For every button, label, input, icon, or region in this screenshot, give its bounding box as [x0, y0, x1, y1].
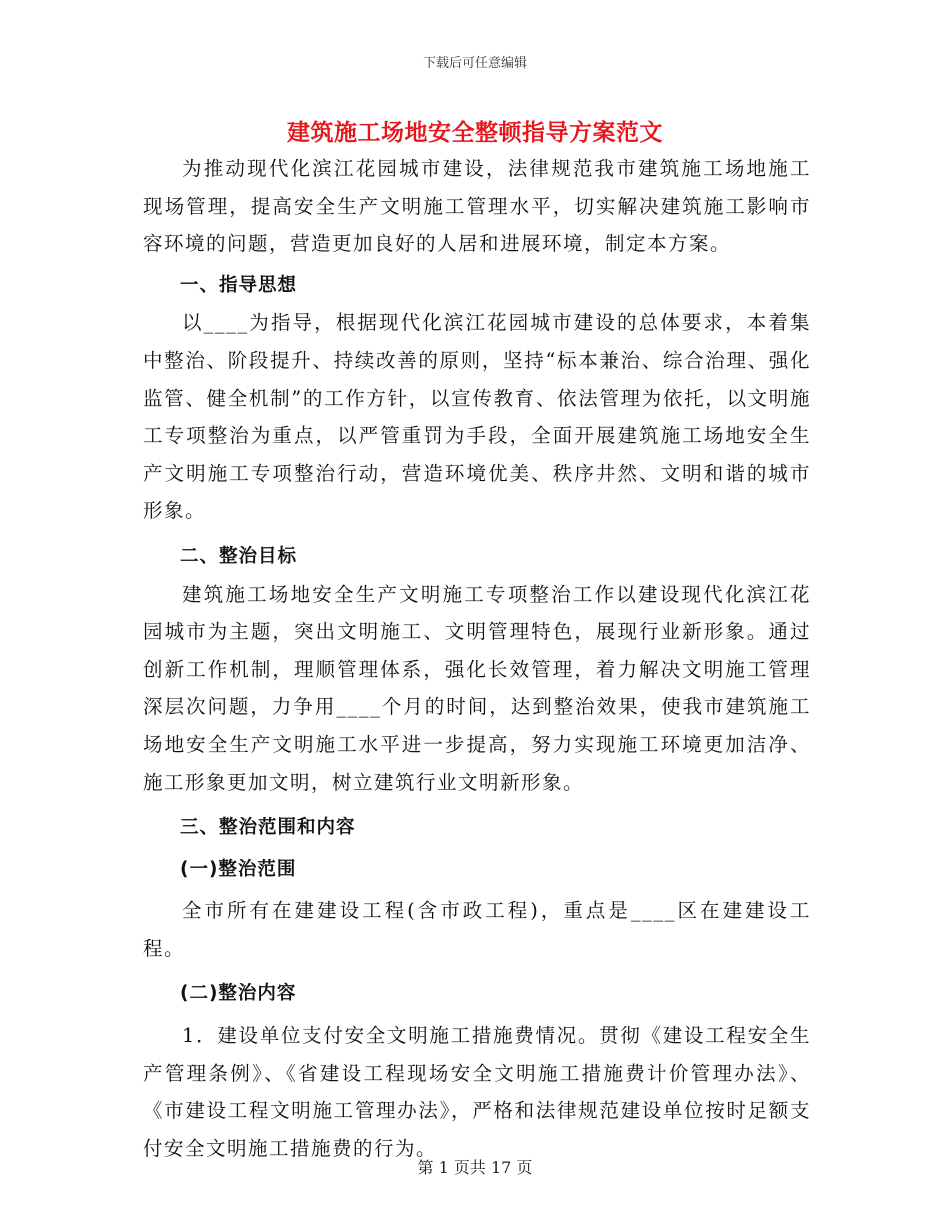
- document-title: 建筑施工场地安全整顿指导方案范文: [287, 119, 663, 146]
- subsection-heading-scope: (一)整治范围: [180, 858, 297, 880]
- scope-paragraph: 全市所有在建建设工程(含市政工程)，重点是____区在建建设工程。: [143, 899, 811, 960]
- subsection-heading-content: (二)整治内容: [180, 983, 297, 1005]
- intro-paragraph: 为推动现代化滨江花园城市建设，法律规范我市建筑施工场地施工现场管理，提高安全生产文明施工管理水平，切实解决建筑施工影响市容环境的问题，营造更加良好的人居和进展环境，制定本方案。: [143, 157, 811, 256]
- guiding-ideology-paragraph: 以____为指导，根据现代化滨江花园城市建设的总体要求，本着集中整治、阶段提升、持续改善的原则，坚持“标本兼治、综合治理、强化监管、健全机制”的工作方针，以宣传教育、依法管理为依托，以文明施工专项整治为重点，以严管重罚为手段，全面开展建筑施工场地安全生产文明施工专项整治行动，营造环境优美、秩序井然、文明和谐的城市形象。: [143, 311, 811, 523]
- page-number-footer: 第 1 页共 17 页: [417, 1158, 533, 1177]
- page-header-note: 下载后可任意编辑: [422, 56, 527, 71]
- document-body: [143, 150, 811, 1167]
- content-item-1-paragraph: 1．建设单位支付安全文明施工措施费情况。贯彻《建设工程安全生产管理条例》、《省建设工程现场安全文明施工措施费计价管理办法》、《市建设工程文明施工管理办法》，严格和法律规范建设单位按时足额支付安全文明施工措施费的行为。: [143, 1024, 811, 1160]
- rectification-goals-paragraph: 建筑施工场地安全生产文明施工专项整治工作以建设现代化滨江花园城市为主题，突出文明施工、文明管理特色，展现行业新形象。通过创新工作机制，理顺管理体系，强化长效管理，着力解决文明施工管理深层次问题，力争用____个月的时间，达到整治效果，使我市建筑施工场地安全生产文明施工水平进一步提高，努力实现施工环境更加洁净、施工形象更加文明，树立建筑行业文明新形象。: [143, 582, 811, 794]
- section-heading-scope-and-content: 三、整治范围和内容: [180, 817, 356, 839]
- section-heading-rectification-goals: 二、整治目标: [180, 545, 298, 567]
- section-heading-guiding-ideology: 一、指导思想: [180, 274, 298, 296]
